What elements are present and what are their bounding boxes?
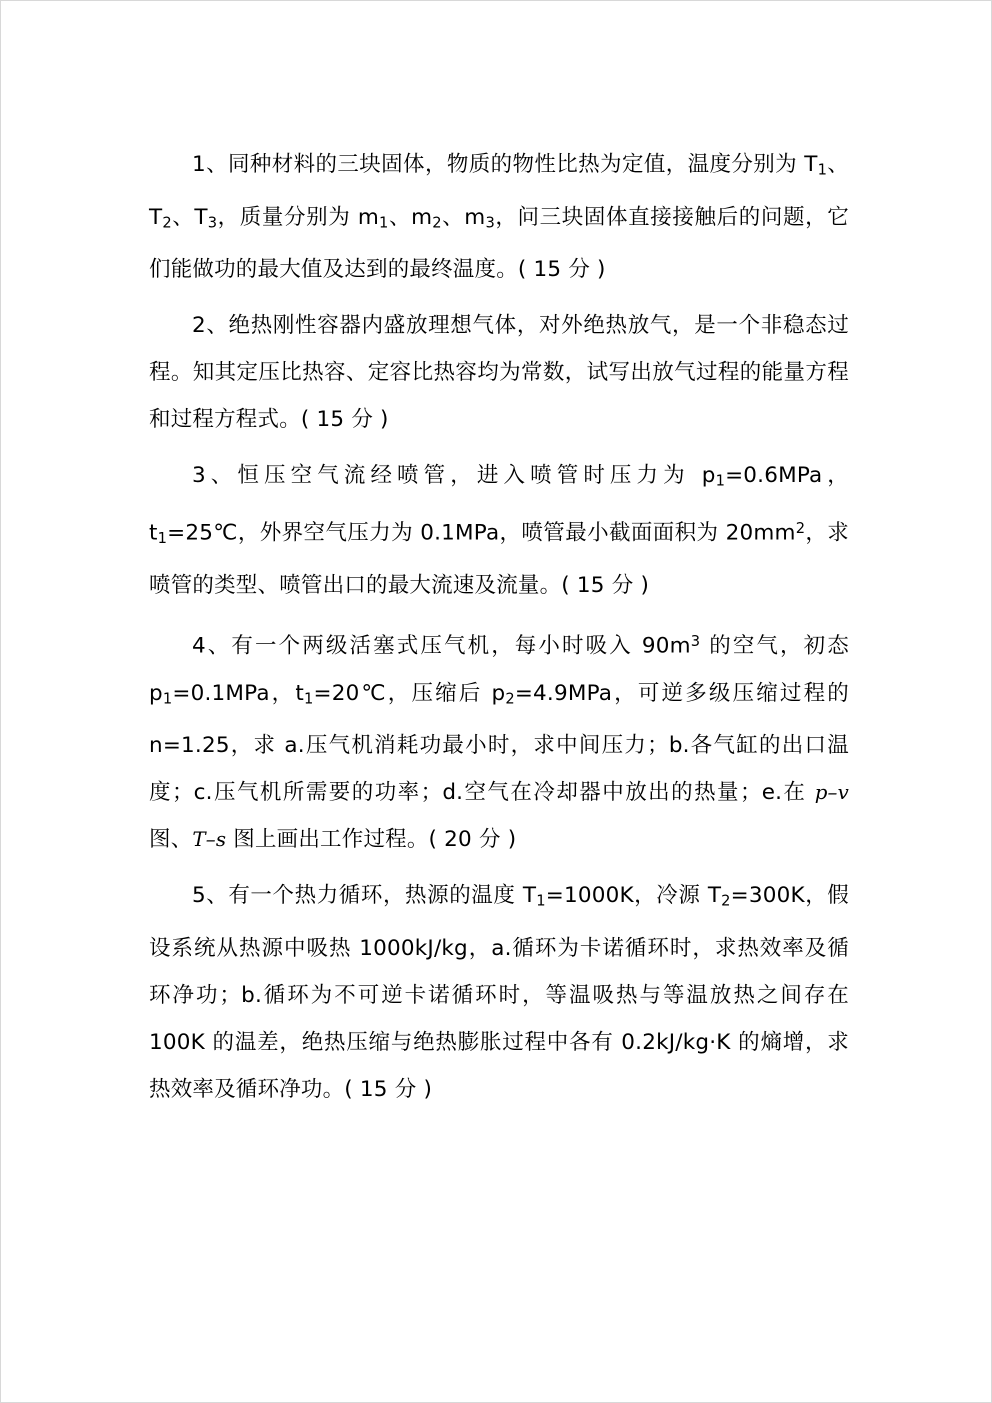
question-2: 2、绝热刚性容器内盛放理想气体，对外绝热放气，是一个非稳态过程。知其定压比热容、定容比热容均为常数，试写出放气过程的能量方程和过程方程式。( 15 分 ) xyxy=(149,313,849,433)
question-5: 5、有一个热力循环，热源的温度 $T_1=1000K$，冷源 $T_2=300K$，假设系统从热源中吸热 1000kJ/kg，a.循环为卡诺循环时，求热效率及循环净功；b.循环为不可逆卡诺循环时，等温吸热与等温放热之间存在 100K 的温差，绝热压缩与绝热膨胀过程中各有 0.2kJ/kg·K 的熵增，求热效率及循环净功。( 15 分 ) xyxy=(149,883,849,1102)
question-4: 4、有一个两级活塞式压气机，每小时吸入 $90m^3$ 的空气，初态 $p_1=0.1MPa$，$t_1=20℃$，压缩后 $p_2=4.9MPa$，可逆多级压缩过程的 n=1.25，求 a.压气机消耗功最小时，求中间压力；b.各气缸的出口温度；c.压气机所需要的功率；d.空气在冷却器中放出的热量；e.在 p–v 图、T–s 图上画出工作过程。( 20 分 ) xyxy=(149,633,849,853)
document-body xyxy=(149,141,849,1113)
question-3: 3、恒压空气流经喷管，进入喷管时压力为 $p_1=0.6MPa$，$t_1=25℃$，外界空气压力为 0.1MPa，喷管最小截面面积为 $20mm^2$，求喷管的类型、喷管出口的最大流速及流量。( 15 分 ) xyxy=(149,463,850,599)
question-1: 1、同种材料的三块固体，物质的物性比热为定值，温度分别为 $T_1$、$T_2$、$T_3$，质量分别为 $m_1$、$m_2$、$m_3$，问三块固体直接接触后的问题，它们能做功的最大值及达到的最终温度。( 15 分 ) xyxy=(149,152,849,283)
